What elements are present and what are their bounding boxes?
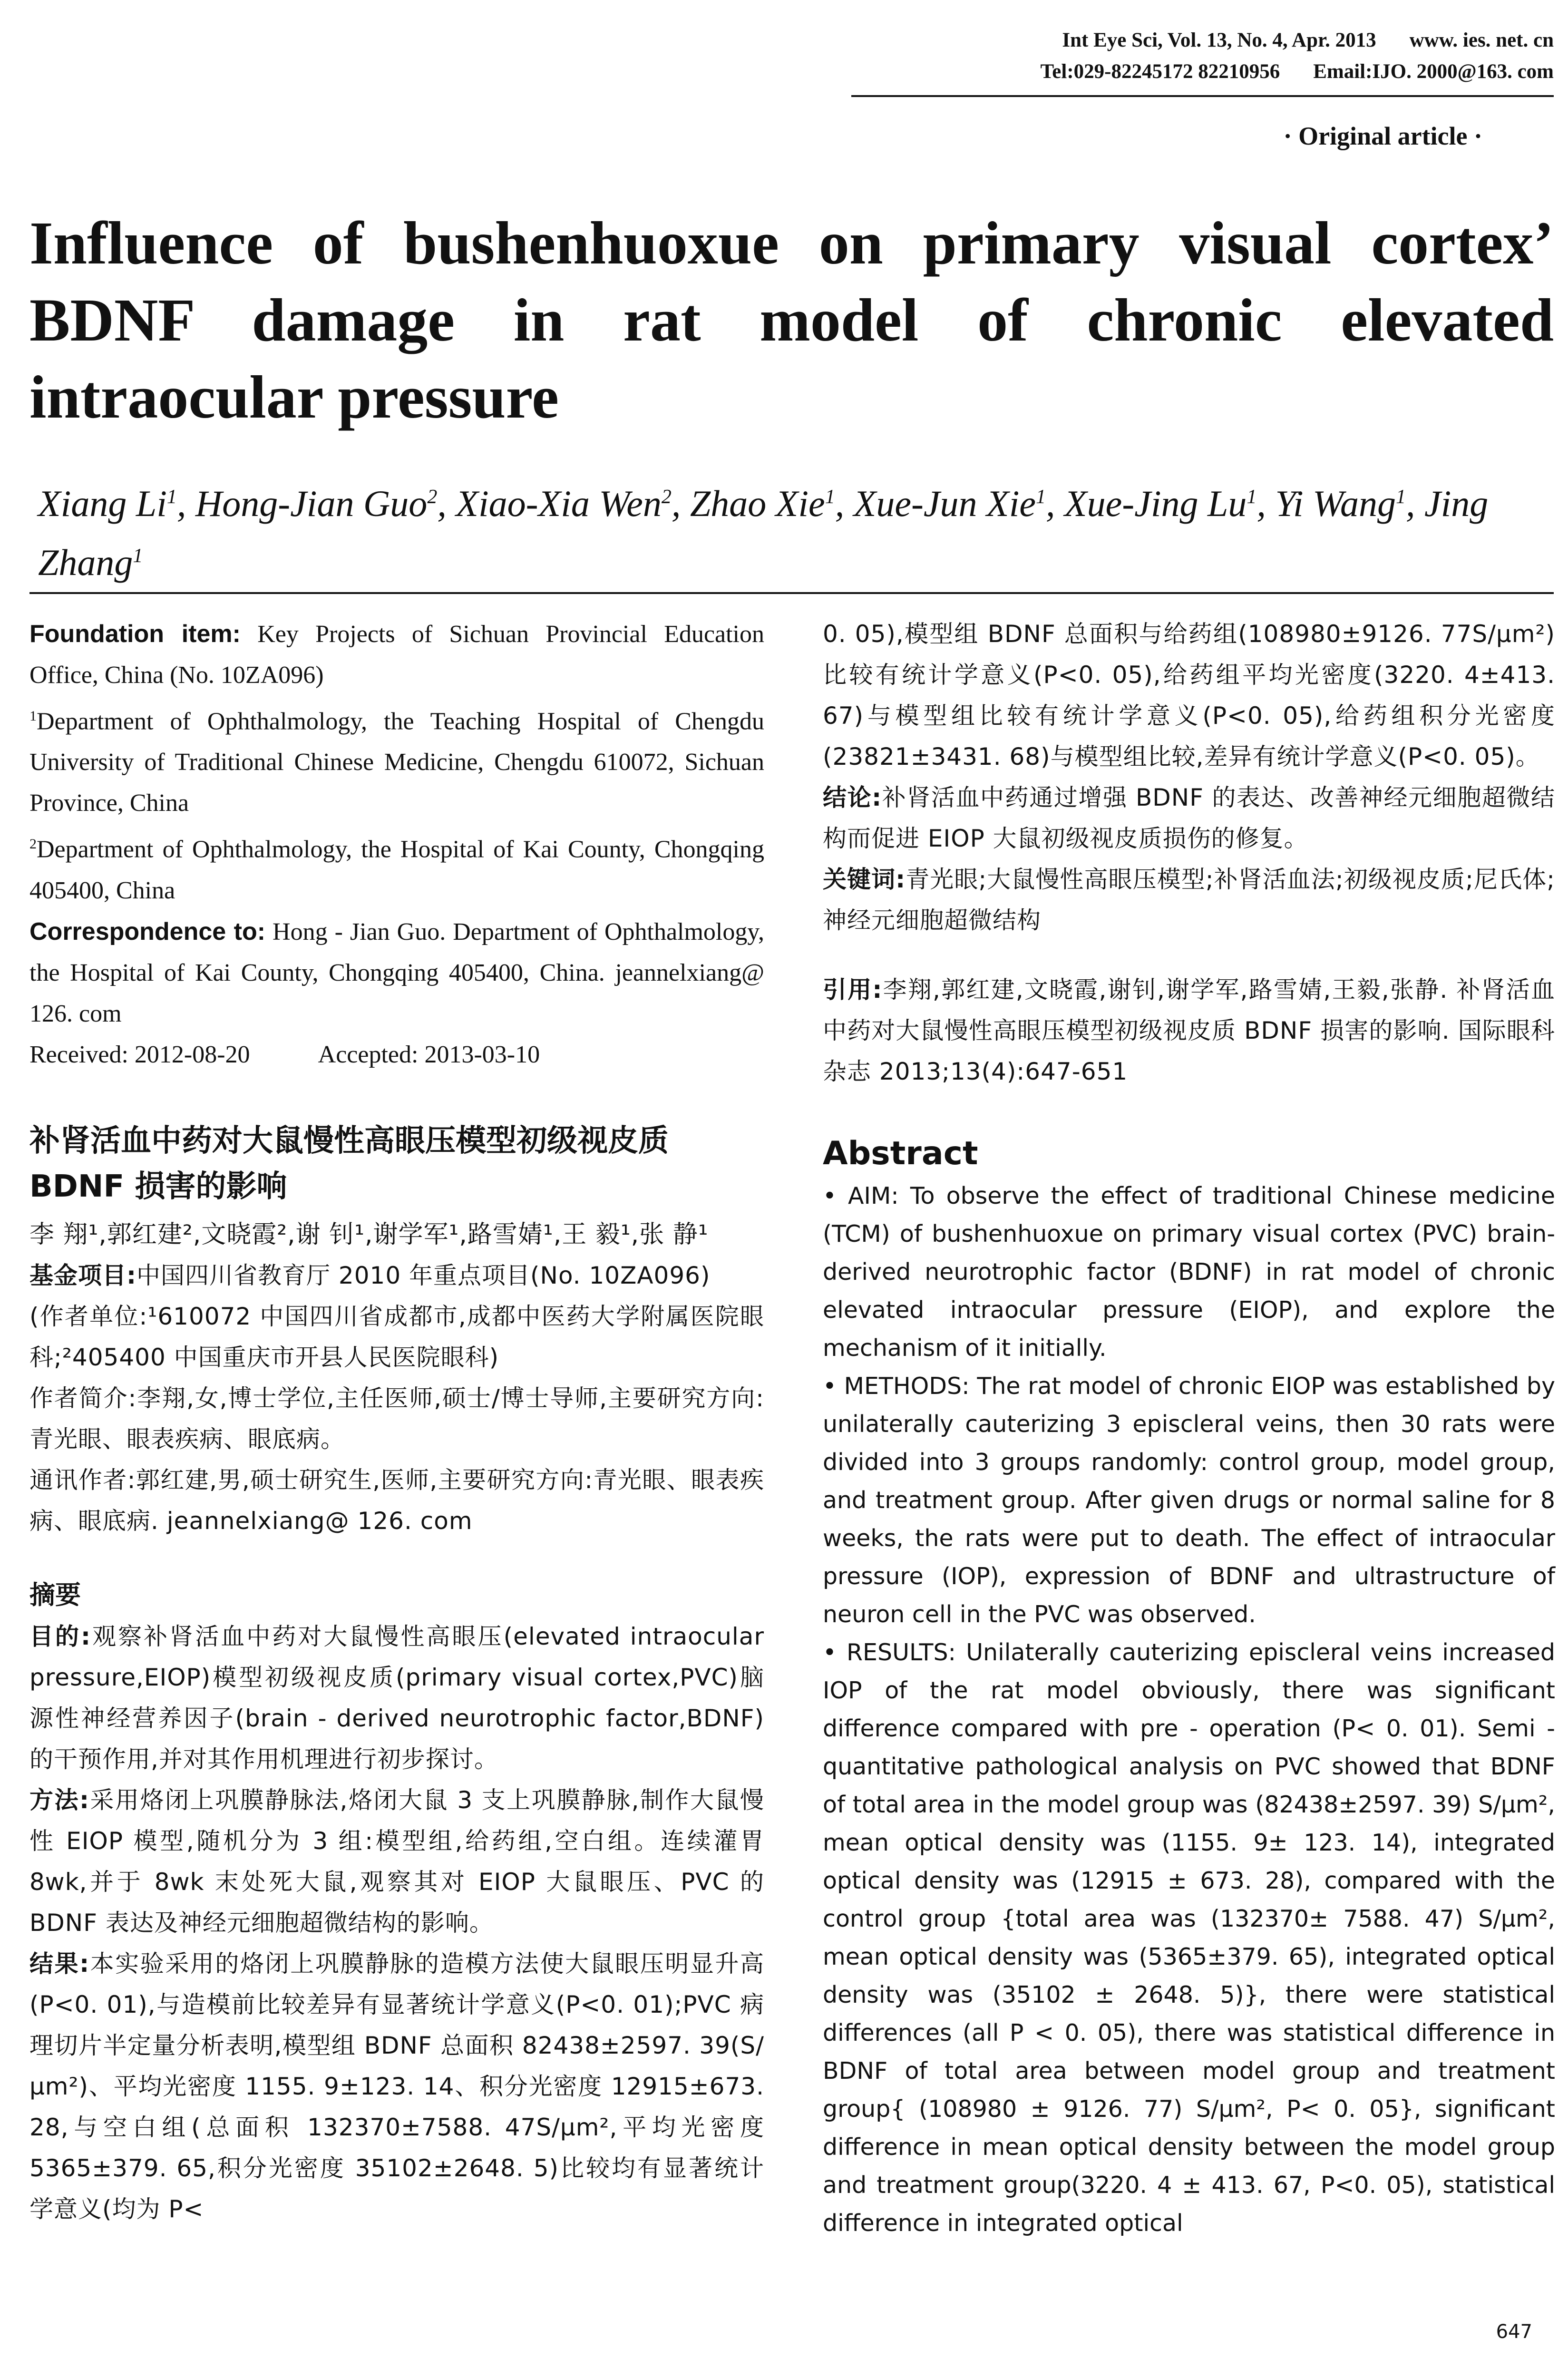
journal-citation: Int Eye Sci, Vol. 13, No. 4, Apr. 2013 xyxy=(1062,29,1376,51)
affiliation-2-text: Department of Ophthalmology, the Hospital of Kai County, Chongqing 405400, China xyxy=(29,836,764,904)
author-name: Zhao Xie xyxy=(690,483,825,524)
affiliation-1 xyxy=(29,696,764,824)
author-name: Xiang Li xyxy=(38,483,167,524)
chinese-abstract-heading: 摘要 xyxy=(29,1579,81,1610)
chinese-citation-text: 李翔,郭红建,文晓霞,谢钊,谢学军,路雪婧,王毅,张静. 补肾活血中药对大鼠慢性高眼压模型初级视皮质 BDNF 损害的影响. 国际眼科杂志 2013;13(4):647-651 xyxy=(823,976,1555,1085)
correspondence-text: Hong - Jian Guo. Department of Ophthalmology, the Hospital of Kai County, Chongqing 405400, China. jeannelxiang@ 126. com xyxy=(29,918,764,1027)
chinese-keywords-label: 关键词: xyxy=(823,866,906,893)
author-affiliation-number: 1 xyxy=(1247,486,1257,508)
correspondence-label: Correspondence to: xyxy=(29,917,266,945)
accepted-date: Accepted: 2013-03-10 xyxy=(318,1041,540,1068)
author-name: Jing Zhang xyxy=(38,483,1489,583)
chinese-result-continued: 0. 05),模型组 BDNF 总面积与给药组(108980±9126. 77S/μm²)比较有统计学意义(P<0. 05),给药组平均光密度(3220. 4±413. 67)与模型组比较有统计学意义(P<0. 05),给药组积分光密度(23821±3431. 68)与模型组比较,差异有统计学意义(P<0. 05)。 xyxy=(823,620,1555,770)
affiliation-2-number: 2 xyxy=(29,836,37,852)
spacer xyxy=(823,941,1555,969)
chinese-keywords-text: 青光眼;大鼠慢性高眼压模型;补肾活血法;初级视皮质;尼氏体;神经元细胞超微结构 xyxy=(823,866,1555,934)
chinese-result-text: 本实验采用的烙闭上巩膜静脉的造模方法使大鼠眼压明显升高(P<0. 01),与造模前比较差异有显著统计学意义(P<0. 01);PVC 病理切片半定量分析表明,模型组 BDNF 总面积 82438±2597. 39(S/μm²)、平均光密度 1155. 9±123. 14、积分光密度 12915±673. 28,与空白组(总面积 132370±7588. 47S/μm²,平均光密度 5365±379. 65,积分光密度 35102±2648. 5)比较均有显著统计学意义(均为 P< xyxy=(29,1949,765,2223)
journal-website[interactable]: www. ies. net. cn xyxy=(1409,29,1554,51)
chinese-authors: 李 翔¹,郭红建²,文晓霞²,谢 钊¹,谢学军¹,路雪婧¹,王 毅¹,张 静¹ xyxy=(29,1220,709,1249)
chinese-citation xyxy=(823,969,1555,1092)
author-name: Hong-Jian Guo xyxy=(195,483,428,524)
affiliation-1-text: Department of Ophthalmology, the Teaching Hospital of Chengdu University of Traditional Chinese Medicine, Chengdu 610072, Sichuan Province, China xyxy=(29,708,764,817)
header-divider xyxy=(851,95,1554,97)
chinese-conclusion-label: 结论: xyxy=(823,784,882,811)
chinese-fund xyxy=(29,1255,764,1296)
chinese-author-bio: 作者简介:李翔,女,博士学位,主任医师,硕士/博士导师,主要研究方向:青光眼、眼表疾病、眼底病。 xyxy=(29,1384,764,1453)
abstract-aim-label: • AIM: xyxy=(823,1182,899,1209)
chinese-aim-label: 目的: xyxy=(29,1622,91,1650)
abstract-aim xyxy=(823,1177,1555,1367)
chinese-method-text: 采用烙闭上巩膜静脉法,烙闭大鼠 3 支上巩膜静脉,制作大鼠慢性 EIOP 模型,随机分为 3 组:模型组,给药组,空白组。连续灌胃 8wk,并于 8wk 末处死大鼠,观察其对 EIOP 大鼠眼压、PVC 的 BDNF 表达及神经元细胞超微结构的影响。 xyxy=(29,1786,765,1937)
foundation-label: Foundation item: xyxy=(29,620,241,648)
abstract-results-text: Unilaterally cauterizing episcleral veins increased IOP of the rat model obviously, there was significant difference compared with pre - operation (P< 0. 01). Semi - quantitative pathological analysis on PVC showed that BDNF of total area in the model group was (82438±2597. 39) S/μm², mean optical density was (1155. 9± 123. 14), integrated optical density was (12915 ± 673. 28), compared with the control group {total area was (132370± 7588. 47) S/μm², mean optical density was (5365±379. 65), integrated optical density was (35102 ± 2648. 5)}, there were statistical differences (all P < 0. 05), there was statistical difference in BDNF of total area between model group and treatment group{ (108980 ± 9126. 77) S/μm², P< 0. 05}, significant difference in mean optical density between the model group and treatment group(3220. 4 ± 413. 67, P<0. 05), statistical difference in integrated optical xyxy=(823,1639,1555,2237)
author-name: Yi Wang xyxy=(1275,483,1396,524)
chinese-correspondence: 通讯作者:郭红建,男,硕士研究生,医师,主要研究方向:青光眼、眼表疾病、眼底病. jeannelxiang@ 126. com xyxy=(29,1466,764,1535)
chinese-conclusion-text: 补肾活血中药通过增强 BDNF 的表达、改善神经元细胞超微结构而促进 EIOP 大鼠初级视皮质损伤的修复。 xyxy=(823,784,1555,852)
correspondence xyxy=(29,911,764,1034)
author-affiliation-number: 1 xyxy=(1035,486,1046,508)
author-name: Xue-Jing Lu xyxy=(1064,483,1247,524)
title-divider xyxy=(29,592,1554,594)
received-date: Received: 2012-08-20 xyxy=(29,1041,250,1068)
chinese-method xyxy=(29,1780,764,1943)
abstract-methods-label: • METHODS: xyxy=(823,1373,970,1400)
abstract-methods-text: The rat model of chronic EIOP was established by unilaterally cauterizing 3 episcleral veins, then 30 rats were divided into 3 groups randomly: control group, model group, and treatment group. After given drugs or normal saline for 8 weeks, the rats were put to death. The effect of intraocular pressure (IOP), expression of BDNF and ultrastructure of neuron cell in the PVC was observed. xyxy=(823,1373,1556,1628)
author-name: Xiao-Xia Wen xyxy=(456,483,662,524)
affiliation-1-number: 1 xyxy=(29,708,37,724)
chinese-fund-text: 中国四川省教育厅 2010 年重点项目(No. 10ZA096) xyxy=(136,1261,711,1289)
chinese-method-label: 方法: xyxy=(29,1786,90,1814)
chinese-aim-text: 观察补肾活血中药对大鼠慢性高眼压(elevated intraocular pressure,EIOP)模型初级视皮质(primary visual cortex,PVC)脑源性神经营养因子(brain - derived neurotrophic factor,BDNF)的干预作用,并对其作用机理进行初步探讨。 xyxy=(29,1622,764,1773)
article-type-label: · Original article · xyxy=(1283,122,1482,150)
foundation-text: Key Projects of Sichuan Provincial Education Office, China (No. 10ZA096) xyxy=(29,621,765,689)
chinese-fund-label: 基金项目: xyxy=(29,1261,136,1289)
chinese-aim xyxy=(29,1616,764,1780)
dates xyxy=(29,1034,764,1075)
page-number: 647 xyxy=(1496,2321,1532,2343)
foundation-item xyxy=(29,614,764,696)
author-affiliation-number: 1 xyxy=(1395,486,1406,508)
abstract-results-label: • RESULTS: xyxy=(823,1639,956,1666)
author-affiliation-number: 1 xyxy=(166,486,177,508)
affiliation-2 xyxy=(29,824,764,911)
author-affiliation-number: 1 xyxy=(825,486,835,508)
author-name: Xue-Jun Xie xyxy=(853,483,1036,524)
chinese-keywords xyxy=(823,859,1555,941)
article-title: Influence of bushenhuoxue on primary visual cortex’ BDNF damage in rat model of chronic elevated intraocular pressure xyxy=(29,209,1554,431)
chinese-result-label: 结果: xyxy=(29,1949,90,1978)
chinese-conclusion xyxy=(823,777,1555,859)
journal-header xyxy=(840,25,1554,88)
journal-tel: Tel:029-82245172 82210956 xyxy=(1040,60,1280,83)
chinese-units: (作者单位:¹610072 中国四川省成都市,成都中医药大学附属医院眼科;²405400 中国重庆市开县人民医院眼科) xyxy=(29,1302,764,1371)
journal-email[interactable]: Email:IJO. 2000@163. com xyxy=(1313,60,1554,83)
left-column xyxy=(29,614,764,2230)
abstract-results xyxy=(823,1634,1555,2242)
chinese-citation-label: 引用: xyxy=(823,976,883,1003)
chinese-title: 补肾活血中药对大鼠慢性高眼压模型初级视皮质 BDNF 损害的影响 xyxy=(29,1123,669,1204)
author-affiliation-number: 2 xyxy=(661,486,672,508)
abstract-aim-text: To observe the effect of traditional Chinese medicine (TCM) of bushenhuoxue on primary visual cortex (PVC) brain-derived neurotrophic factor (BDNF) in rat model of chronic elevated intraocular pressure (EIOP), and explore the mechanism of it initially. xyxy=(823,1182,1555,1362)
abstract-heading: Abstract xyxy=(823,1135,978,1172)
author-affiliation-number: 2 xyxy=(427,486,438,508)
author-affiliation-number: 1 xyxy=(133,545,143,567)
right-column xyxy=(823,614,1555,2242)
abstract-methods xyxy=(823,1367,1555,1634)
chinese-result xyxy=(29,1943,764,2230)
author-list: Xiang Li$^1$, Hong-Jian Guo$^2$, Xiao-Xia Wen$^2$, Zhao Xie$^1$, Xue-Jun Xie$^1$, Xue-Jing Lu$^1$, Yi Wang$^1$, Jing Zhang$^1$ xyxy=(38,483,1489,583)
